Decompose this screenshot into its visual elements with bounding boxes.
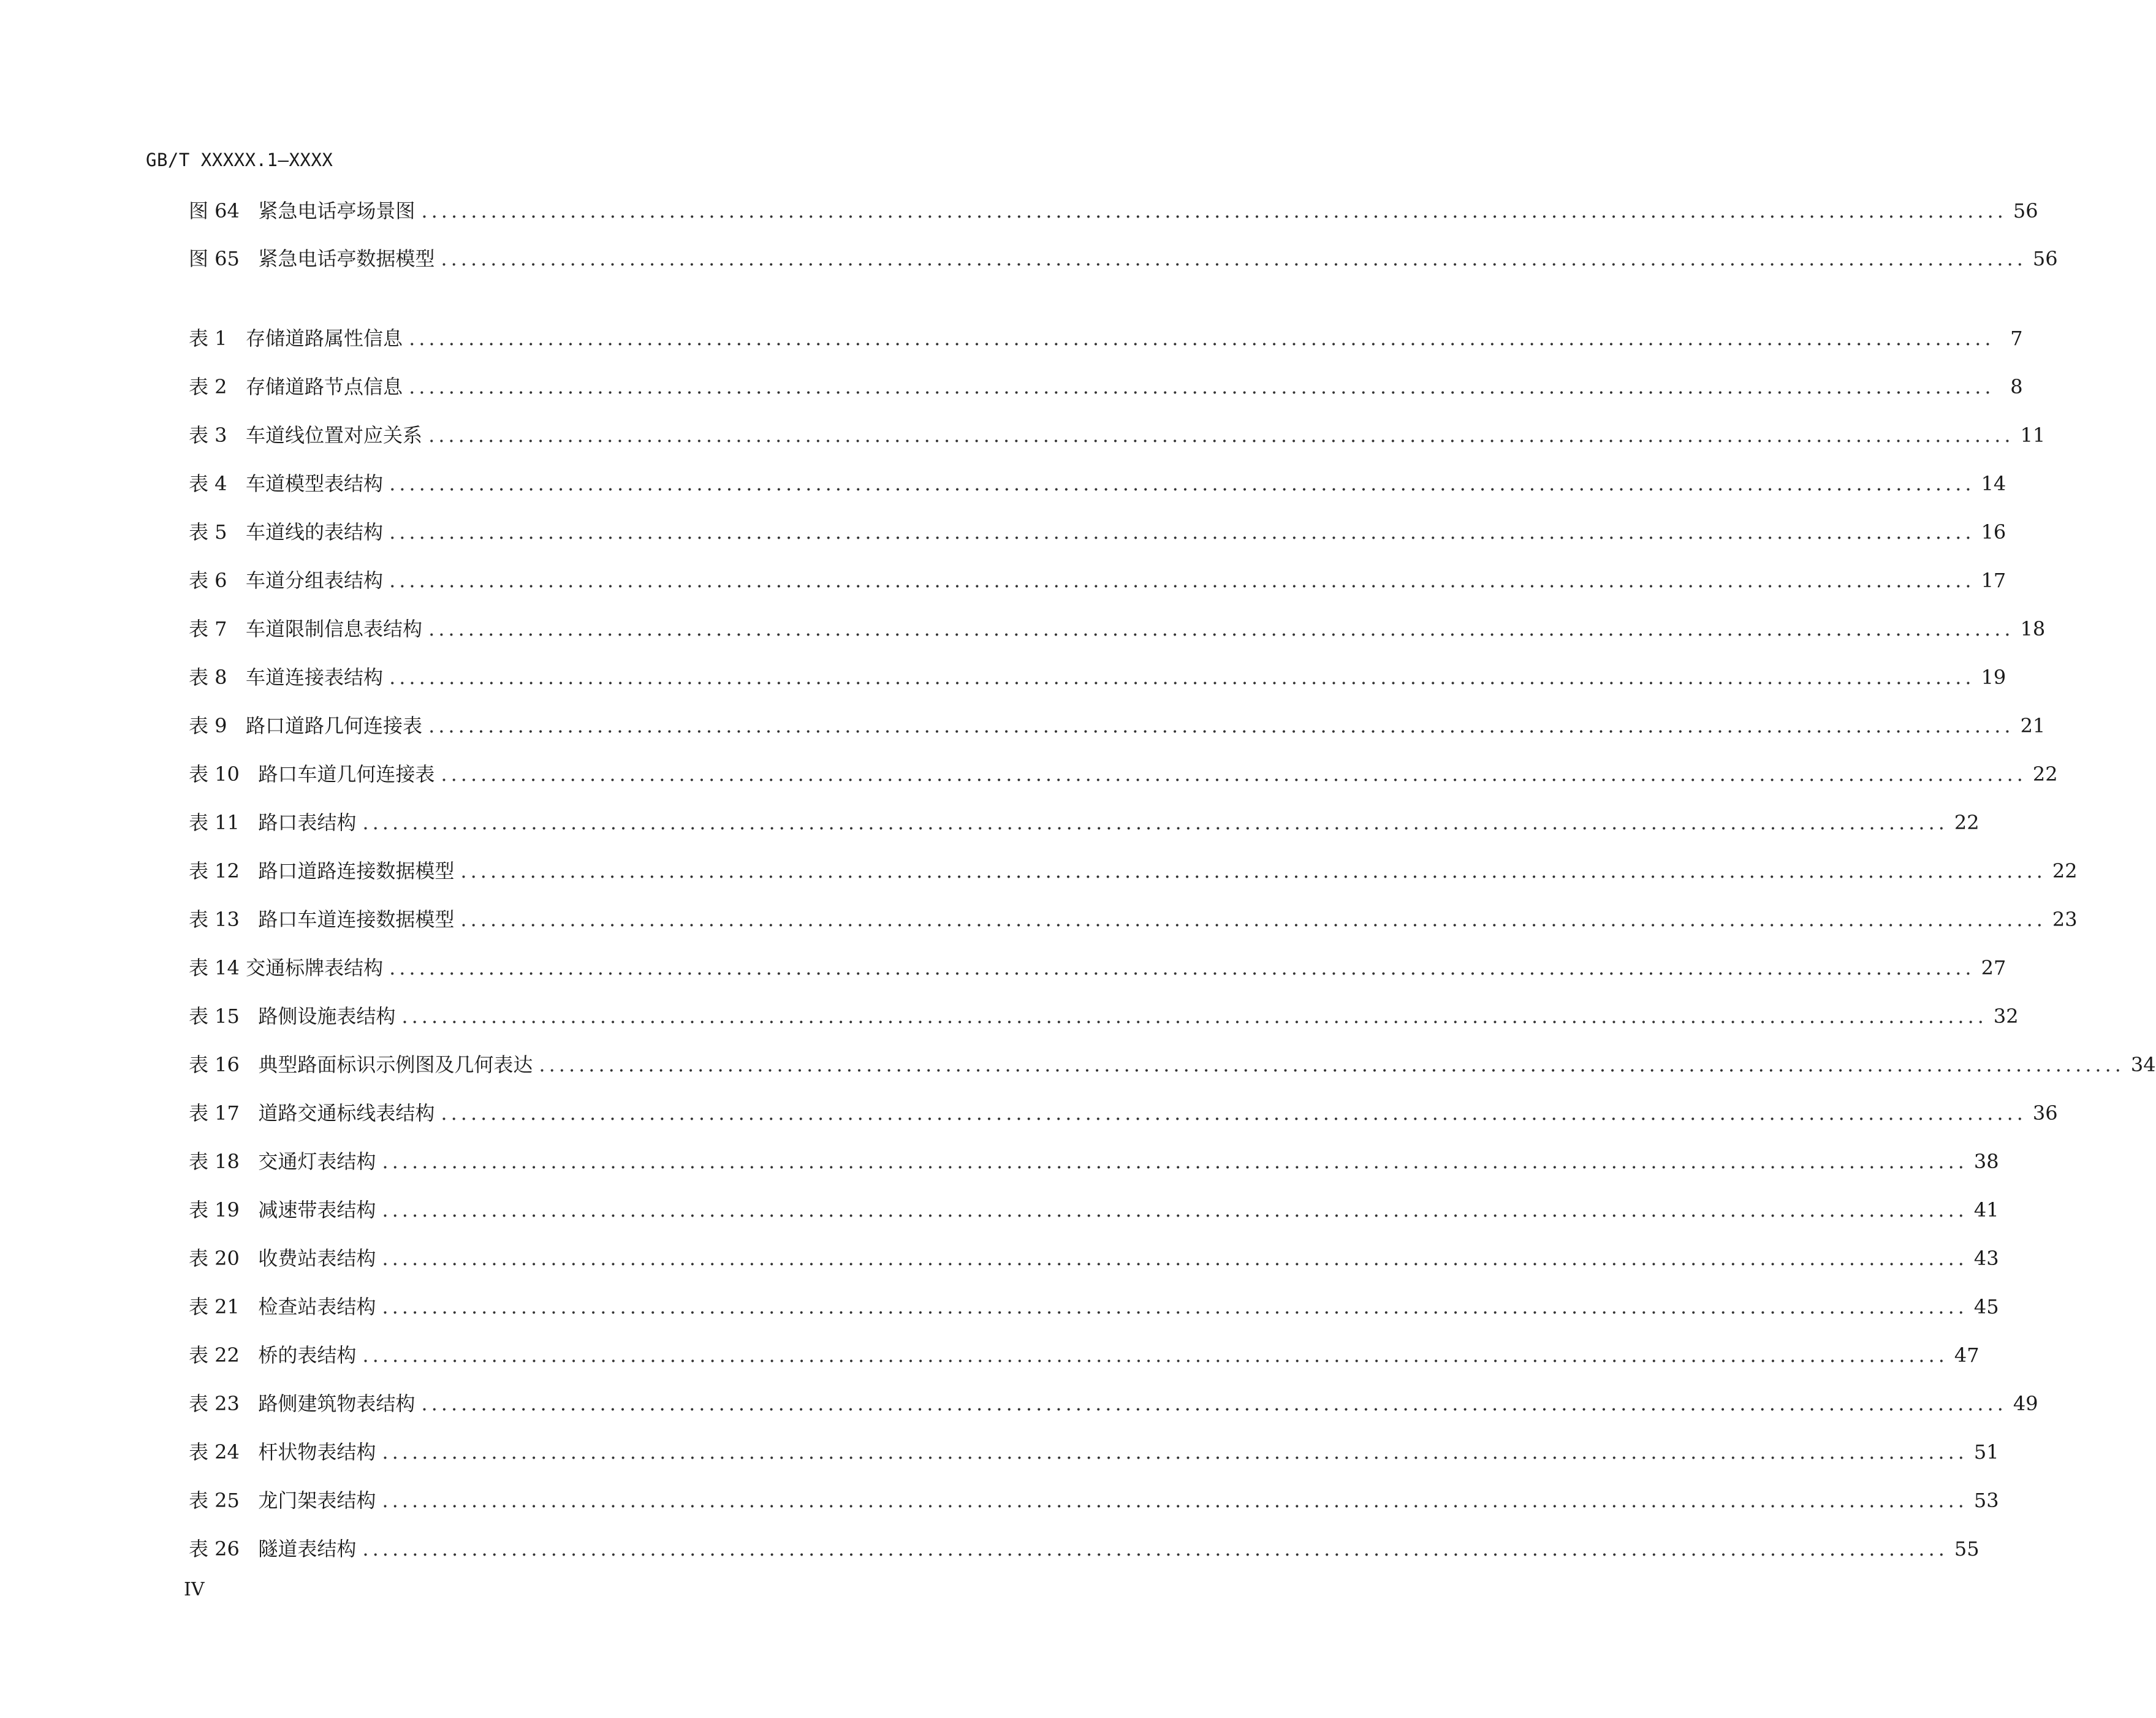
toc-entry-table-8[interactable] <box>189 664 2006 691</box>
toc-entry-table-11[interactable] <box>189 809 1979 836</box>
toc-entry-label: 表 17 道路交通标线表结构 <box>189 1101 435 1125</box>
toc-entry-page: 34 <box>2130 1053 2156 1076</box>
toc-entry-table-5[interactable] <box>189 519 2006 545</box>
dot-leader: ................................................................................................................................................................ <box>389 956 1975 979</box>
toc-entry-label: 表 20 收费站表结构 <box>189 1247 376 1270</box>
toc-entry-page: 56 <box>2013 199 2038 222</box>
toc-entry-table-23[interactable] <box>189 1390 2038 1417</box>
toc-entry-table-25[interactable] <box>189 1487 1999 1514</box>
toc-entry-label: 表 6 车道分组表结构 <box>189 569 384 592</box>
toc-entry-page: 45 <box>1973 1295 1999 1318</box>
dot-leader: ................................................................................................................................................................ <box>441 247 2027 270</box>
toc-entry-page: 16 <box>1981 520 2006 544</box>
toc-entry-table-19[interactable] <box>189 1196 1999 1223</box>
toc-entry-page: 36 <box>2032 1101 2058 1125</box>
toc-entry-label: 表 16 典型路面标识示例图及几何表达 <box>189 1053 533 1076</box>
toc-entry-table-16[interactable] <box>189 1051 2156 1078</box>
toc-entry-page: 18 <box>2020 617 2046 640</box>
toc-entry-figure-65[interactable] <box>189 245 2058 272</box>
dot-leader: ................................................................................................................................................................ <box>401 1005 1987 1028</box>
toc-entry-table-20[interactable] <box>189 1245 1999 1272</box>
toc-entry-label: 表 1 存储道路属性信息 <box>189 327 403 350</box>
dot-leader: ................................................................................................................................................................ <box>382 1440 1968 1464</box>
toc-entry-label: 表 8 车道连接表结构 <box>189 666 384 689</box>
toc-entry-page: 21 <box>2020 714 2046 737</box>
toc-entry-page: 43 <box>1973 1247 1999 1270</box>
toc-entry-table-10[interactable] <box>189 761 2058 788</box>
toc-entry-label: 表 10 路口车道几何连接表 <box>189 762 435 786</box>
dot-leader: ................................................................................................................................................................ <box>409 327 1995 350</box>
toc-entry-label: 表 24 杆状物表结构 <box>189 1440 376 1464</box>
toc-entry-page: 8 <box>2010 375 2023 398</box>
toc-entry-page: 47 <box>1954 1344 1979 1367</box>
toc-entry-label: 表 14 交通标牌表结构 <box>189 956 384 979</box>
toc-entry-label: 表 4 车道模型表结构 <box>189 472 384 495</box>
dot-leader: ................................................................................................................................................................ <box>421 1392 2007 1415</box>
toc-entry-page: 17 <box>1981 569 2006 592</box>
toc-entry-table-13[interactable] <box>189 906 2078 933</box>
toc-entry-label: 表 23 路侧建筑物表结构 <box>189 1392 416 1415</box>
dot-leader: ................................................................................................................................................................ <box>382 1198 1968 1222</box>
toc-entry-page: 27 <box>1981 956 2006 979</box>
toc-entry-page: 32 <box>1993 1005 2019 1028</box>
toc-entry-label: 表 9 路口道路几何连接表 <box>189 714 423 737</box>
toc-entry-label: 表 7 车道限制信息表结构 <box>189 617 423 640</box>
toc-entry-label: 表 18 交通灯表结构 <box>189 1150 376 1173</box>
toc-entry-table-3[interactable] <box>189 422 2046 449</box>
dot-leader: ................................................................................................................................................................ <box>382 1150 1968 1173</box>
toc-entry-table-24[interactable] <box>189 1439 1999 1465</box>
toc-entry-page: 38 <box>1973 1150 1999 1173</box>
toc-entry-table-2[interactable] <box>189 373 2023 400</box>
toc-entry-table-12[interactable] <box>189 857 2078 884</box>
toc-entry-table-4[interactable] <box>189 470 2006 497</box>
toc-entry-label: 图 64 紧急电话亭场景图 <box>189 199 416 222</box>
dot-leader: ................................................................................................................................................................ <box>389 569 1975 592</box>
toc-entry-page: 41 <box>1973 1198 1999 1222</box>
dot-leader: ................................................................................................................................................................ <box>428 714 2014 737</box>
document-code-header: GB/T XXXXX.1—XXXX <box>146 150 333 170</box>
toc-entry-page: 55 <box>1954 1537 1979 1560</box>
toc-entry-page: 14 <box>1981 472 2006 495</box>
toc-entry-label: 表 12 路口道路连接数据模型 <box>189 859 455 883</box>
dot-leader: ................................................................................................................................................................ <box>362 1344 1948 1367</box>
toc-entry-label: 表 3 车道线位置对应关系 <box>189 424 423 447</box>
dot-leader: ................................................................................................................................................................ <box>460 908 2046 931</box>
toc-entry-label: 表 25 龙门架表结构 <box>189 1489 376 1512</box>
toc-entry-table-15[interactable] <box>189 1003 2019 1030</box>
toc-entry-page: 22 <box>2032 762 2058 786</box>
dot-leader: ................................................................................................................................................................ <box>460 859 2046 883</box>
dot-leader: ................................................................................................................................................................ <box>441 762 2027 786</box>
toc-entry-table-18[interactable] <box>189 1148 1999 1175</box>
toc-entry-table-6[interactable] <box>189 567 2006 594</box>
toc-entry-label: 表 19 减速带表结构 <box>189 1198 376 1222</box>
toc-entry-table-7[interactable] <box>189 615 2046 642</box>
dot-leader: ................................................................................................................................................................ <box>421 199 2007 222</box>
toc-entry-page: 7 <box>2010 327 2023 350</box>
dot-leader: ................................................................................................................................................................ <box>428 424 2014 447</box>
dot-leader: ................................................................................................................................................................ <box>382 1247 1968 1270</box>
toc-entry-table-14[interactable] <box>189 954 2006 981</box>
toc-entry-table-22[interactable] <box>189 1342 1979 1369</box>
toc-entry-label: 表 26 隧道表结构 <box>189 1537 357 1560</box>
toc-entry-table-9[interactable] <box>189 712 2046 739</box>
dot-leader: ................................................................................................................................................................ <box>428 617 2014 640</box>
toc-entry-label: 表 13 路口车道连接数据模型 <box>189 908 455 931</box>
toc-entry-page: 11 <box>2020 424 2046 447</box>
toc-entry-figure-64[interactable] <box>189 197 2038 224</box>
dot-leader: ................................................................................................................................................................ <box>389 472 1975 495</box>
toc-entry-label: 图 65 紧急电话亭数据模型 <box>189 247 435 270</box>
dot-leader: ................................................................................................................................................................ <box>382 1489 1968 1512</box>
toc-entry-page: 19 <box>1981 666 2006 689</box>
toc-entry-label: 表 21 检查站表结构 <box>189 1295 376 1318</box>
dot-leader: ................................................................................................................................................................ <box>441 1101 2027 1125</box>
page-number: IV <box>184 1579 205 1600</box>
toc-entry-page: 56 <box>2032 247 2058 270</box>
toc-entry-table-1[interactable] <box>189 325 2023 352</box>
dot-leader: ................................................................................................................................................................ <box>362 811 1948 834</box>
dot-leader: ................................................................................................................................................................ <box>382 1295 1968 1318</box>
toc-entry-page: 51 <box>1973 1440 1999 1464</box>
toc-entry-label: 表 5 车道线的表结构 <box>189 520 384 544</box>
toc-entry-table-17[interactable] <box>189 1100 2058 1127</box>
toc-entry-table-21[interactable] <box>189 1293 1999 1320</box>
toc-entry-page: 53 <box>1973 1489 1999 1512</box>
toc-entry-label: 表 11 路口表结构 <box>189 811 357 834</box>
toc-entry-page: 22 <box>2052 859 2078 883</box>
toc-entry-label: 表 2 存储道路节点信息 <box>189 375 403 398</box>
toc-entry-label: 表 22 桥的表结构 <box>189 1344 357 1367</box>
dot-leader: ................................................................................................................................................................ <box>409 375 1995 398</box>
toc-entry-page: 22 <box>1954 811 1979 834</box>
toc-entry-label: 表 15 路侧设施表结构 <box>189 1005 396 1028</box>
dot-leader: ................................................................................................................................................................ <box>539 1053 2125 1076</box>
toc-entry-table-26[interactable] <box>189 1535 1979 1562</box>
toc-entry-page: 49 <box>2013 1392 2038 1415</box>
dot-leader: ................................................................................................................................................................ <box>389 666 1975 689</box>
dot-leader: ................................................................................................................................................................ <box>389 520 1975 544</box>
toc-entry-page: 23 <box>2052 908 2078 931</box>
dot-leader: ................................................................................................................................................................ <box>362 1537 1948 1560</box>
